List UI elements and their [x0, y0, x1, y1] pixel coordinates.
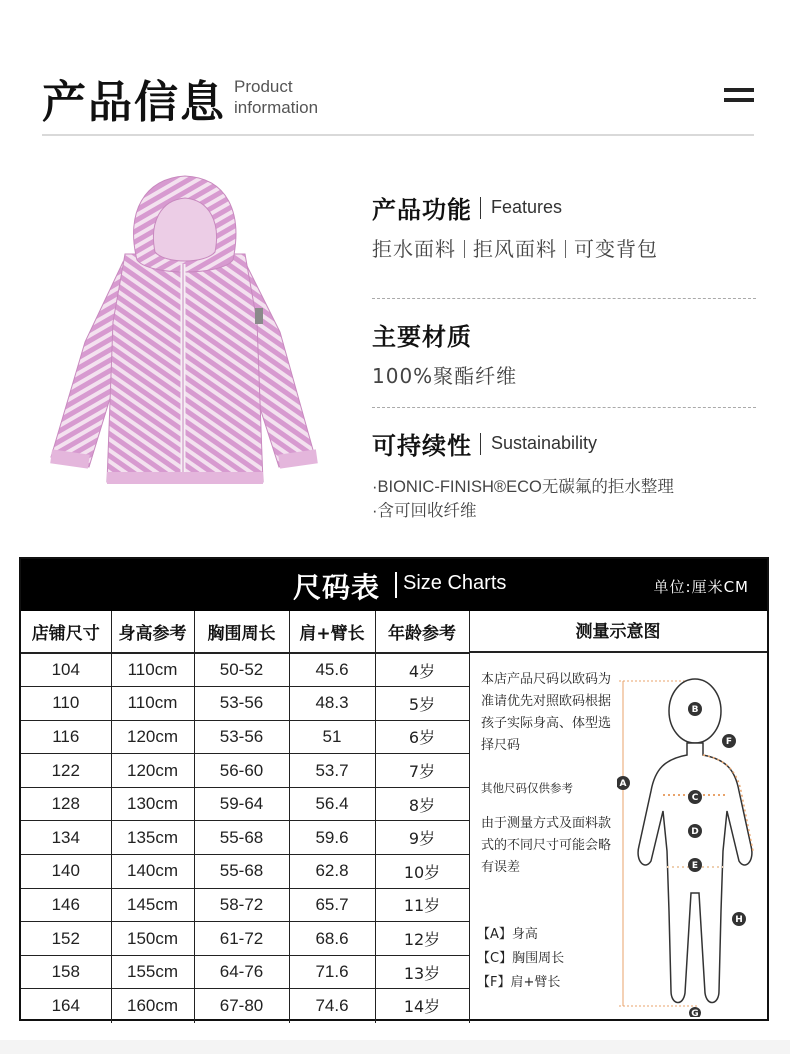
age-cell: 10岁: [375, 855, 469, 889]
height-cell: 110cm: [111, 653, 194, 687]
sleeve-cell: 56.4: [289, 787, 375, 821]
page-subtitle: [234, 76, 318, 118]
table-row: [21, 754, 469, 788]
feature-item: 可变背包: [574, 237, 658, 261]
height-cell: 150cm: [111, 922, 194, 956]
size-cell: 122: [21, 754, 111, 788]
size-cell: 146: [21, 888, 111, 922]
table-row: [21, 653, 469, 687]
size-table: [21, 611, 470, 1023]
sleeve-cell: 74.6: [289, 989, 375, 1023]
size-chart-header: [21, 559, 767, 611]
height-cell: 135cm: [111, 821, 194, 855]
measurement-diagram: [469, 611, 767, 1019]
height-cell: 110cm: [111, 687, 194, 721]
sleeve-cell: 68.6: [289, 922, 375, 956]
column-header: 肩+臂长: [289, 611, 375, 653]
menu-icon[interactable]: [724, 88, 754, 106]
marker-h: H: [735, 915, 743, 925]
marker-f: F: [725, 737, 733, 747]
column-header: 身高参考: [111, 611, 194, 653]
sleeve-cell: 65.7: [289, 888, 375, 922]
age-cell: 8岁: [375, 787, 469, 821]
diagram-title: 测量示意图: [469, 611, 767, 653]
height-cell: 145cm: [111, 888, 194, 922]
product-image: [45, 172, 325, 492]
chest-cell: 58-72: [194, 888, 289, 922]
size-chart-title: 尺码表: [293, 571, 381, 604]
chest-cell: 64-76: [194, 955, 289, 989]
size-chart-title-en: Size Charts: [403, 572, 507, 594]
subtitle-line-1: Product: [234, 77, 293, 96]
marker-a: A: [619, 779, 627, 789]
age-cell: 12岁: [375, 922, 469, 956]
feature-item: 拒水面料: [372, 237, 456, 261]
chest-cell: 67-80: [194, 989, 289, 1023]
material-heading: 主要材质: [372, 323, 472, 351]
chest-cell: 53-56: [194, 720, 289, 754]
sustainability-section: [372, 426, 756, 523]
table-row: [21, 687, 469, 721]
sizing-note: 由于测量方式及面料款式的不同尺寸可能会略有误差: [481, 816, 612, 875]
height-cell: 160cm: [111, 989, 194, 1023]
divider: [372, 407, 756, 408]
sleeve-cell: 62.8: [289, 855, 375, 889]
height-cell: 120cm: [111, 720, 194, 754]
chest-cell: 59-64: [194, 787, 289, 821]
features-list: [372, 233, 756, 262]
sleeve-cell: 48.3: [289, 687, 375, 721]
subtitle-line-2: information: [234, 98, 319, 117]
height-cell: 155cm: [111, 955, 194, 989]
sustainability-heading-en: Sustainability: [491, 433, 598, 453]
sustainability-line: ·含可回收纤维: [372, 502, 477, 520]
divider: [372, 298, 756, 299]
material-section: [372, 317, 756, 387]
chest-cell: 56-60: [194, 754, 289, 788]
marker-e: E: [691, 861, 699, 871]
sizing-note: 其他尺码仅供参考: [481, 781, 573, 795]
size-cell: 128: [21, 787, 111, 821]
table-row: [21, 955, 469, 989]
feature-item: 拒风面料: [473, 237, 557, 261]
marker-d: D: [691, 827, 699, 837]
sustainability-heading: 可持续性: [372, 432, 472, 460]
marker-b: B: [691, 705, 699, 715]
height-cell: 120cm: [111, 754, 194, 788]
age-cell: 7岁: [375, 754, 469, 788]
unit-label: 单位:厘米CM: [653, 578, 749, 596]
sleeve-cell: 45.6: [289, 653, 375, 687]
table-row: [21, 787, 469, 821]
bottom-band: [0, 1040, 790, 1054]
table-row: [21, 888, 469, 922]
column-header: 胸围周长: [194, 611, 289, 653]
age-cell: 11岁: [375, 888, 469, 922]
table-row: [21, 922, 469, 956]
table-row: [21, 720, 469, 754]
age-cell: 14岁: [375, 989, 469, 1023]
legend-item: 【C】胸围周长: [477, 951, 565, 966]
age-cell: 9岁: [375, 821, 469, 855]
size-chart: [19, 557, 769, 1021]
material-value: 100%聚酯纤维: [372, 364, 518, 388]
size-cell: 116: [21, 720, 111, 754]
chest-cell: 55-68: [194, 855, 289, 889]
chest-cell: 50-52: [194, 653, 289, 687]
size-cell: 110: [21, 687, 111, 721]
product-info: [372, 190, 756, 523]
table-header-row: [21, 611, 469, 653]
size-cell: 164: [21, 989, 111, 1023]
age-cell: 4岁: [375, 653, 469, 687]
age-cell: 13岁: [375, 955, 469, 989]
column-header: 年龄参考: [375, 611, 469, 653]
size-cell: 140: [21, 855, 111, 889]
page-title: 产品信息: [42, 77, 226, 128]
marker-g: G: [691, 1009, 699, 1017]
features-section: [372, 190, 756, 278]
age-cell: 6岁: [375, 720, 469, 754]
height-cell: 140cm: [111, 855, 194, 889]
table-row: [21, 821, 469, 855]
table-row: [21, 989, 469, 1023]
age-cell: 5岁: [375, 687, 469, 721]
legend-item: 【F】肩+臂长: [477, 975, 561, 990]
table-row: [21, 855, 469, 889]
sleeve-cell: 51: [289, 720, 375, 754]
page-header: [42, 62, 754, 136]
chest-cell: 53-56: [194, 687, 289, 721]
sleeve-cell: 71.6: [289, 955, 375, 989]
legend-item: 【A】身高: [477, 927, 538, 942]
features-heading-en: Features: [491, 197, 563, 217]
sustainability-line: ·BIONIC-FINISH®ECO无碳氟的拒水整理: [372, 478, 674, 496]
sleeve-cell: 53.7: [289, 754, 375, 788]
chest-cell: 61-72: [194, 922, 289, 956]
body-figure: [617, 671, 767, 1017]
height-cell: 130cm: [111, 787, 194, 821]
size-cell: 152: [21, 922, 111, 956]
features-heading: 产品功能: [372, 196, 472, 224]
column-header: 店铺尺寸: [21, 611, 111, 653]
size-cell: 104: [21, 653, 111, 687]
size-cell: 134: [21, 821, 111, 855]
sizing-note: 本店产品尺码以欧码为准请优先对照欧码根据孩子实际身高、体型选择尺码: [481, 672, 612, 753]
size-cell: 158: [21, 955, 111, 989]
chest-cell: 55-68: [194, 821, 289, 855]
sleeve-cell: 59.6: [289, 821, 375, 855]
marker-c: C: [691, 793, 699, 803]
